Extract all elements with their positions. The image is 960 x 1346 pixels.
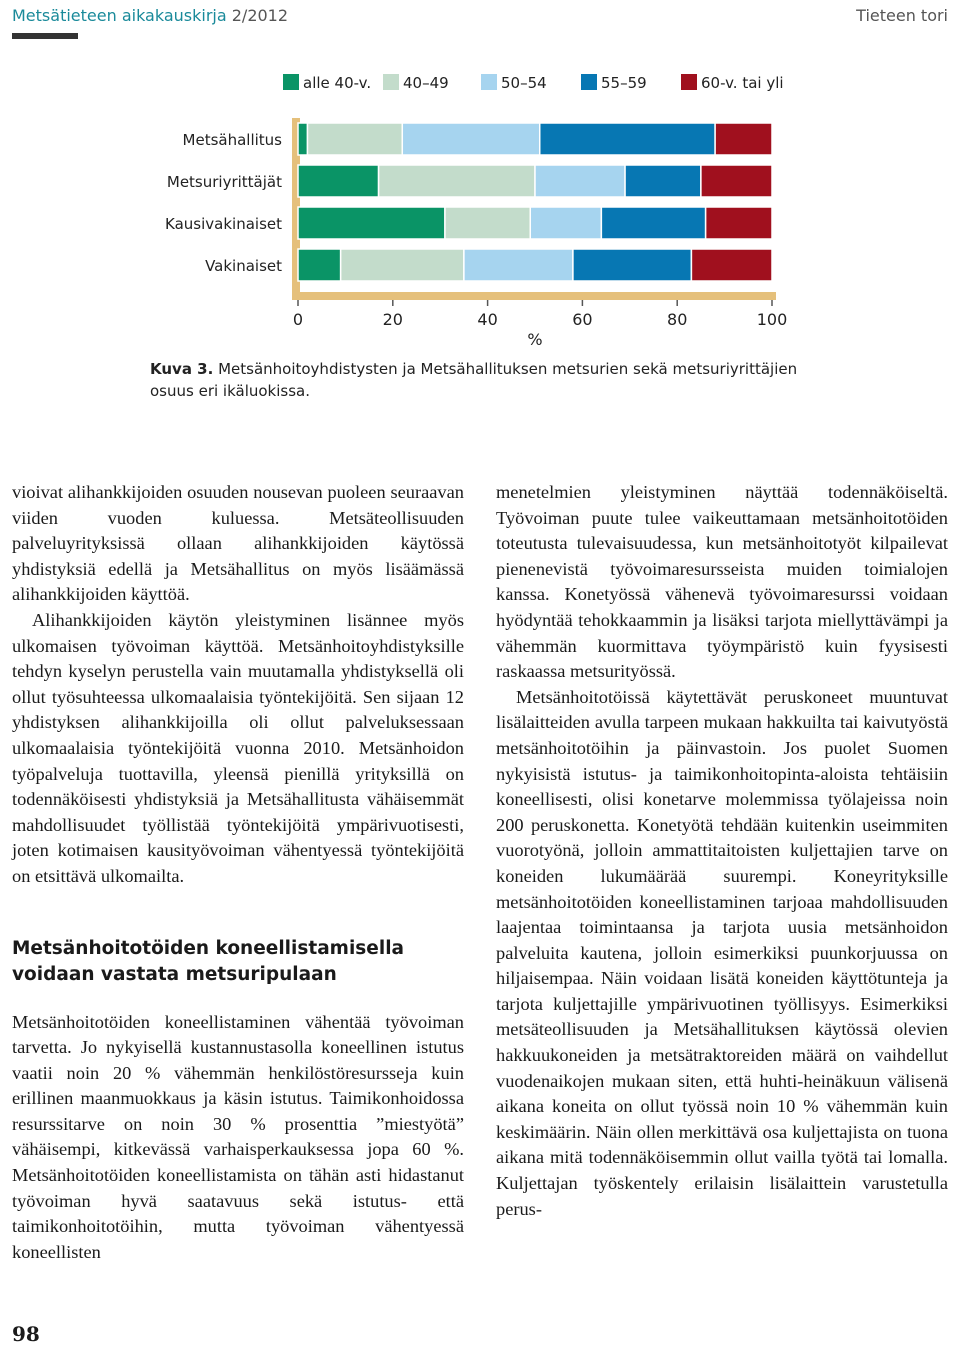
bar-segment (307, 123, 402, 155)
caption-text: Metsänhoitoyhdistysten ja Metsähallituksen metsurien sekä metsuriyrittäjien osuus eri ikäluokissa. (150, 360, 798, 400)
bar-segment (464, 249, 573, 281)
right-paragraph-1: menetelmien yleistyminen näyttää todennäköiseltä. Työvoiman puute tulee vaikeuttamaan metsänhoitotöiden toteutusta tulevaisuudessa, kun metsänhoitotyöt kilpailevat pienenevistä työvoimaresursseista muiden toimialojen kanssa. Konetyössä vähenevä työvoimaresurssi voidaan hyödyntää tehokkaammin ja lisäksi tarjota miellyttävämpi ja vähemmän kuormittava työympäristö kuin fyysisesti raskaassa metsurityössä. (496, 482, 948, 682)
legend-label: 60-v. tai yli (701, 74, 784, 92)
bar-segment (715, 123, 772, 155)
x-tick-label: 60 (572, 310, 593, 329)
legend-label: 50–54 (501, 74, 547, 92)
figure-caption (150, 358, 830, 402)
x-tick-label: 0 (292, 310, 304, 329)
bar-segment (341, 249, 464, 281)
x-tick-label: 40 (477, 310, 498, 329)
left-paragraph-1: vioivat alihankkijoiden osuuden nousevan puoleen seuraavan viiden vuoden kuluessa. Metsäteollisuuden palveluyrityksissä ollaan alihankkijoiden käytössä yhdistyksiä edellä ja Metsähallitus on myös lisäämässä alihankkijoiden käyttöä. (12, 482, 464, 605)
x-axis-line (292, 292, 776, 300)
left-paragraph-3: Metsänhoitotöiden koneellistaminen vähentää työvoiman tarvetta. Jo nykyisellä kustannustasolla koneellinen istutus vaatii noin 20 % vähemmän henkilöstöresursseja kuin erillinen maanmuokkaus ja käsin istutus. Taimikonhoidossa resurssitarve on noin 30 % prosenttia ”miestyötä” vähäisempi, kitkevässä varhaisperkauksessa jopa 60 %. Metsänhoitotöiden koneellistamista on tähän asti hidastanut työvoiman hyvä saatavuus sekä istutus- että taimikonhoitotöihin, mutta työvoiman vähentyessä koneellisten (12, 1011, 464, 1262)
bar-segment (701, 165, 772, 197)
bar-segment (530, 207, 601, 239)
x-tick-label: 80 (667, 310, 688, 329)
legend-label: 55–59 (601, 74, 647, 92)
bar-segment (691, 249, 772, 281)
caption-label: Kuva 3. (150, 360, 214, 378)
right-paragraph-2: Metsänhoitotöissä käytettävät peruskoneet muuntuvat lisälaitteiden avulla tarpeen mukaan hakkuilta tai kaivutyöstä metsänhoitotöihin ja päinvastoin. Jos puolet Suomen nykyisistä istutus- ja taimikonhoitopinta-aloista tehtäisiin koneellisesti, olisi konetarve molemmissa työlajeissa noin 200 peruskonetta. Konetyötä tehdään kuitenkin useimmiten vuorotyönä, jolloin ammattitaitoisten kuljettajien tarve on koneiden lukumäärää suurempi. Koneyrityksille metsänhoitotöiden koneellistaminen tarjoaa mahdollisuuden laajentaa toimintaansa ja tarjota uusia metsänhoidon palveluita kautena, jolloin esimerkiksi puunkorjuussa on hiljaisempaa. Näin voidaan lisätä koneiden käyttötunteja ja tarjota kuljettajille ympärivuotinen työllisyys. Esimerkiksi metsäteollisuuden ja Metsähallituksen käytössä olevien hakkuukoneiden ja metsätraktoreiden määrä on vaihdellut vuodenaikojen mukaan siten, että huhti-heinäkuun välisenä aikana koneita on ollut työssä noin 10 % vähemmän kuin keskimäärin. Näin ollen merkittävä osa kuljettajista on tuona aikana mitä todennäköisemmin ollut vailla työtä tai lomalla. Kuljettajan työskentely erilaisin lisälaittein varustetulla perus- (496, 686, 948, 1219)
bar-segment (706, 207, 772, 239)
page-number: 98 (12, 1322, 40, 1346)
section-heading (12, 936, 464, 988)
section-heading-line-1: Metsänhoitotöiden koneellistamisella (12, 937, 405, 959)
journal-issue: 2/2012 (231, 6, 289, 25)
category-label: Metsuriyrittäjät (166, 173, 282, 191)
header-rule (12, 33, 78, 39)
x-axis-label: % (527, 330, 543, 349)
bar-segment (402, 123, 539, 155)
age-distribution-chart (0, 60, 960, 360)
left-paragraph-2: Alihankkijoiden käytön yleistyminen lisännee myös ulkomaisen työvoiman käyttöä. Metsänhoitoyhdistyksille tehdyn kyselyn perustella vain muutamalla yhdistyksellä oli ollut työsuhteessa ulkomaalaisia työntekijöitä. Sen sijaan 12 yhdistyksen alihankkijoilla oli ollut palveluksessaan ulkomaalaisia työntekijöitä vuonna 2010. Metsänhoidon työpalveluja tuottavilla, yleensä pienillä yrityksillä on todennäköisesti yhdistyksiä ja Metsähallitusta vähäisemmät mahdollisuudet työllistää työntekijöitä ympärivuotisesti, joten kotimaisen kausityövoiman vähentyessä työntekijöitä on etsittävä ulkomailta. (12, 609, 464, 886)
bar-segment (535, 165, 625, 197)
category-label: Vakinaiset (205, 257, 282, 275)
section-heading-line-2: voidaan vastata metsuripulaan (12, 963, 337, 985)
chart-canvas (0, 60, 960, 360)
bar-segment (298, 249, 341, 281)
bar-segment (379, 165, 535, 197)
bar-segment (445, 207, 530, 239)
legend-label: alle 40-v. (303, 74, 372, 92)
bar-segment (540, 123, 715, 155)
category-label: Metsähallitus (182, 131, 282, 149)
section-name: Tieteen tori (856, 6, 948, 25)
left-column (12, 480, 464, 1265)
category-label: Kausivakinaiset (165, 215, 282, 233)
legend-label: 40–49 (403, 74, 449, 92)
x-tick-label: 20 (382, 310, 403, 329)
page-header (12, 4, 948, 28)
bar-segment (298, 207, 445, 239)
bar-segment (298, 165, 379, 197)
journal-name (12, 6, 288, 25)
right-column (496, 480, 948, 1222)
journal-title: Metsätieteen aikakauskirja (12, 6, 227, 25)
bar-segment (573, 249, 692, 281)
bar-segment (625, 165, 701, 197)
bar-segment (601, 207, 705, 239)
x-tick-label: 100 (756, 310, 788, 329)
bar-segment (298, 123, 307, 155)
